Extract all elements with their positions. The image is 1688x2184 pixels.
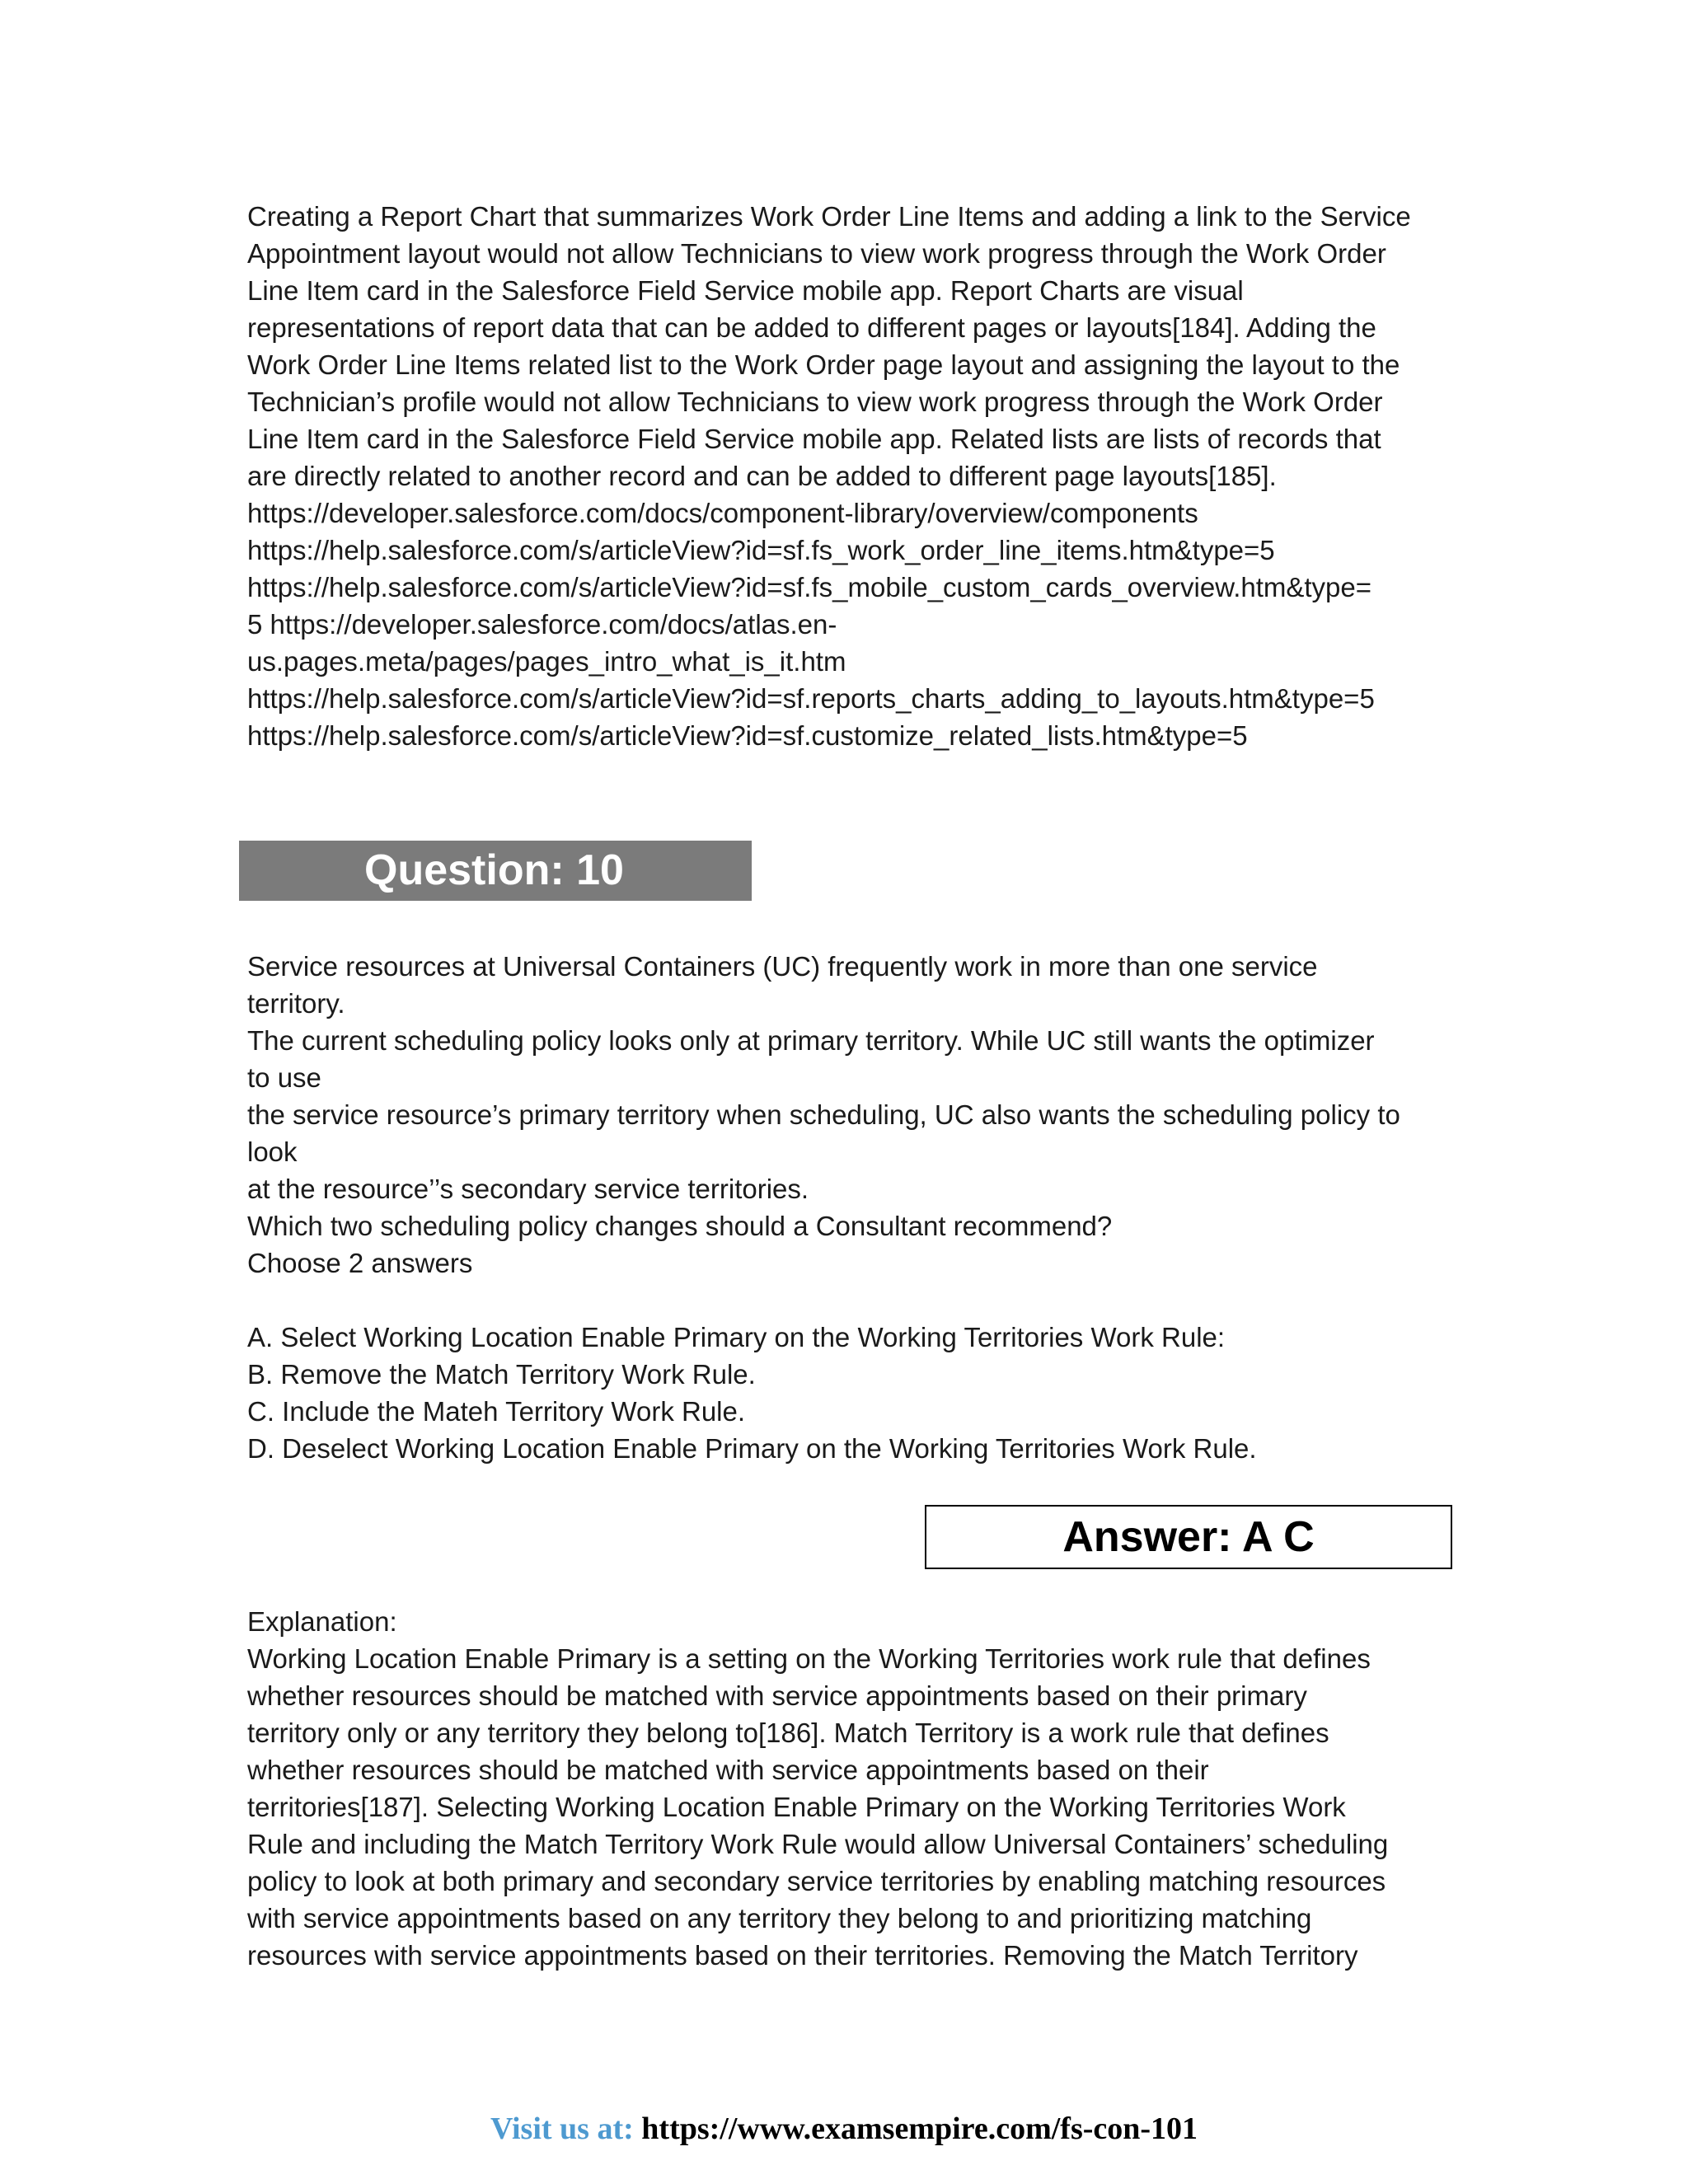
- text-line: to use: [247, 1062, 321, 1093]
- text-line: with service appointments based on any territory they belong to and prioritizing matching: [247, 1903, 1312, 1933]
- answer-box: Answer: A C: [925, 1505, 1452, 1569]
- text-line: the service resource’s primary territory when scheduling, UC also wants the scheduling policy to: [247, 1099, 1400, 1130]
- text-line: whether resources should be matched with service appointments based on their: [247, 1755, 1209, 1785]
- reference-url: https://help.salesforce.com/s/articleView?id=sf.fs_mobile_custom_cards_overview.htm&type=: [247, 572, 1372, 602]
- text-line: at the resource’’s secondary service territories.: [247, 1174, 809, 1204]
- reference-url: https://developer.salesforce.com/docs/component-library/overview/components: [247, 498, 1198, 528]
- text-line: Rule and including the Match Territory Work Rule would allow Universal Containers’ scheduling: [247, 1829, 1389, 1859]
- text-line: Service resources at Universal Containers (UC) frequently work in more than one service: [247, 951, 1318, 982]
- text-line: Choose 2 answers: [247, 1248, 473, 1278]
- question-number-banner: Question: 10: [239, 841, 752, 901]
- text-line: are directly related to another record and can be added to different page layouts[185].: [247, 461, 1277, 491]
- question-text: [247, 948, 1451, 1282]
- text-line: Technician’s profile would not allow Technicians to view work progress through the Work Order: [247, 387, 1383, 417]
- option-d: D. Deselect Working Location Enable Primary on the Working Territories Work Rule.: [247, 1433, 1257, 1464]
- text-line: whether resources should be matched with service appointments based on their primary: [247, 1680, 1307, 1711]
- footer-url-link[interactable]: https://www.examsempire.com/fs-con-101: [641, 2111, 1198, 2146]
- option-a: A. Select Working Location Enable Primary on the Working Territories Work Rule:: [247, 1322, 1226, 1352]
- text-line: territory only or any territory they belong to[186]. Match Territory is a work rule that defines: [247, 1718, 1329, 1748]
- text-line: Appointment layout would not allow Technicians to view work progress through the Work Order: [247, 238, 1386, 269]
- text-line: Line Item card in the Salesforce Field Service mobile app. Report Charts are visual: [247, 275, 1244, 306]
- previous-explanation-continued: [247, 198, 1451, 754]
- text-line: Creating a Report Chart that summarizes Work Order Line Items and adding a link to the Service: [247, 201, 1411, 232]
- text-line: The current scheduling policy looks only at primary territory. While UC still wants the optimizer: [247, 1025, 1375, 1056]
- option-b: B. Remove the Match Territory Work Rule.: [247, 1359, 756, 1390]
- reference-url: https://help.salesforce.com/s/articleView?id=sf.customize_related_lists.htm&type=5: [247, 720, 1248, 751]
- text-line: policy to look at both primary and secondary service territories by enabling matching resources: [247, 1866, 1386, 1896]
- reference-url: us.pages.meta/pages/pages_intro_what_is_it.htm: [247, 646, 846, 677]
- footer-prefix: Visit us at:: [490, 2111, 642, 2146]
- text-line: Line Item card in the Salesforce Field Service mobile app. Related lists are lists of records that: [247, 424, 1381, 454]
- text-line: representations of report data that can be added to different pages or layouts[184]. Adding the: [247, 312, 1376, 343]
- page-footer: [0, 2108, 1688, 2149]
- text-line: resources with service appointments based on their territories. Removing the Match Territory: [247, 1940, 1358, 1971]
- text-line: Working Location Enable Primary is a setting on the Working Territories work rule that defines: [247, 1643, 1371, 1674]
- explanation-text: [247, 1603, 1451, 1974]
- reference-url: https://help.salesforce.com/s/articleView?id=sf.fs_work_order_line_items.htm&type=5: [247, 535, 1275, 565]
- reference-url: https://help.salesforce.com/s/articleView?id=sf.reports_charts_adding_to_layouts.htm&type=5: [247, 683, 1375, 714]
- explanation-heading: Explanation:: [247, 1606, 397, 1637]
- text-line: Which two scheduling policy changes should a Consultant recommend?: [247, 1211, 1113, 1241]
- text-line: territories[187]. Selecting Working Location Enable Primary on the Working Territories Work: [247, 1792, 1346, 1822]
- text-line: look: [247, 1137, 298, 1167]
- text-line: Work Order Line Items related list to the Work Order page layout and assigning the layout to the: [247, 349, 1400, 380]
- option-c: C. Include the Mateh Territory Work Rule.: [247, 1396, 746, 1427]
- text-line: territory.: [247, 988, 345, 1019]
- reference-url: 5 https://developer.salesforce.com/docs/atlas.en-: [247, 609, 837, 640]
- answer-options: [247, 1319, 1451, 1467]
